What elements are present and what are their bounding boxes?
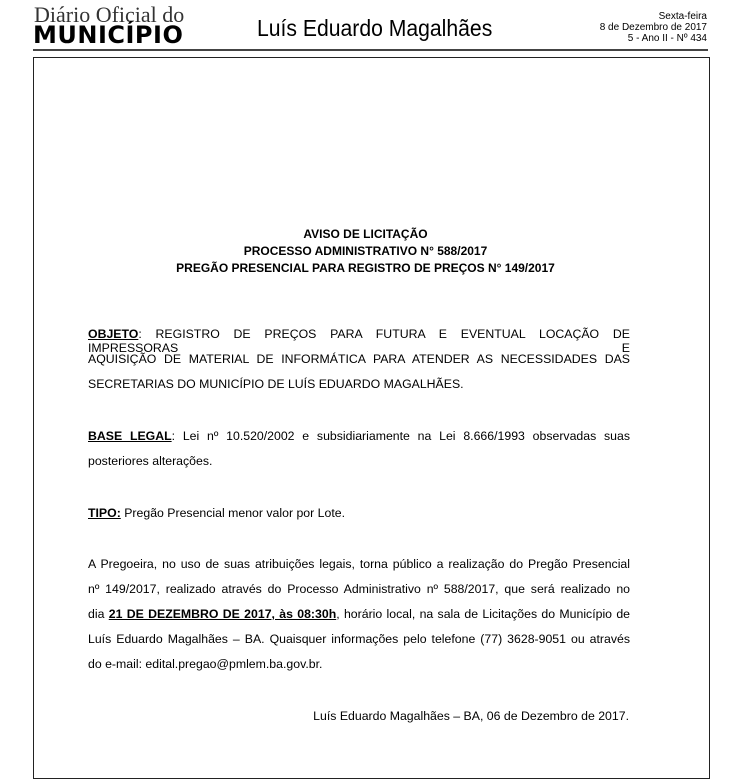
signature-date: Luís Eduardo Magalhães – BA, 06 de Dezembro de 2017. (313, 709, 629, 723)
logo-line2: MUNICÍPIO (33, 21, 184, 49)
edition-info (600, 11, 707, 44)
heading-line: AVISO DE LICITAÇÃO (303, 227, 428, 241)
municipality-title: Luís Eduardo Magalhães (257, 15, 493, 41)
date: 8 de Dezembro de 2017 (599, 22, 707, 33)
session-datetime: 21 DE DEZEMBRO DE 2017, às 08:30h (108, 607, 337, 621)
base-legal-label: BASE LEGAL (88, 429, 172, 443)
logo-line1: Diário Oficial do (34, 2, 185, 27)
tipo-line (88, 506, 630, 522)
objeto-line (88, 327, 630, 355)
header-rule (33, 49, 708, 51)
text: Pregão Presencial menor valor por Lote. (120, 506, 345, 520)
body-line (88, 607, 630, 623)
text: , horário local, na sala de Licitações do Município de (336, 607, 631, 621)
text: : REGISTRO DE PREÇOS PARA FUTURA E EVENTUAL LOCAÇÃO DE IMPRESSORAS E (88, 327, 630, 355)
body-line: Luís Eduardo Magalhães – BA. Quaisquer informações pelo telefone (77) 3628-9051 ou através (88, 632, 630, 646)
objeto-line: SECRETARIAS DO MUNICÍPIO DE LUÍS EDUARDO MAGALHÃES. (88, 377, 464, 391)
objeto-line: AQUISIÇÃO DE MATERIAL DE INFORMÁTICA PARA ATENDER AS NECESSIDADES DAS (88, 352, 630, 366)
edition: 5 - Ano II - Nº 434 (627, 33, 707, 44)
notice-heading (0, 226, 731, 277)
heading-line: PROCESSO ADMINISTRATIVO N° 588/2017 (243, 244, 488, 258)
body-line: A Pregoeira, no uso de suas atribuições legais, torna público a realização do Pregão Presencial (88, 557, 630, 571)
weekday: Sexta-feira (658, 11, 707, 22)
body-line: nº 149/2017, realizado através do Processo Administrativo nº 588/2017, que será realizado no (88, 582, 630, 596)
text: dia (88, 607, 109, 621)
text: : Lei nº 10.520/2002 e subsidiariamente na Lei 8.666/1993 observadas suas (171, 429, 630, 443)
tipo-label: TIPO: (88, 506, 121, 520)
objeto-label: OBJETO (88, 327, 139, 341)
base-legal-line: posteriores alterações. (88, 454, 213, 468)
heading-line: PREGÃO PRESENCIAL PARA REGISTRO DE PREÇOS N° 149/2017 (176, 261, 555, 275)
base-legal-line (88, 429, 630, 445)
body-line: do e-mail: edital.pregao@pmlem.ba.gov.br. (88, 657, 323, 671)
